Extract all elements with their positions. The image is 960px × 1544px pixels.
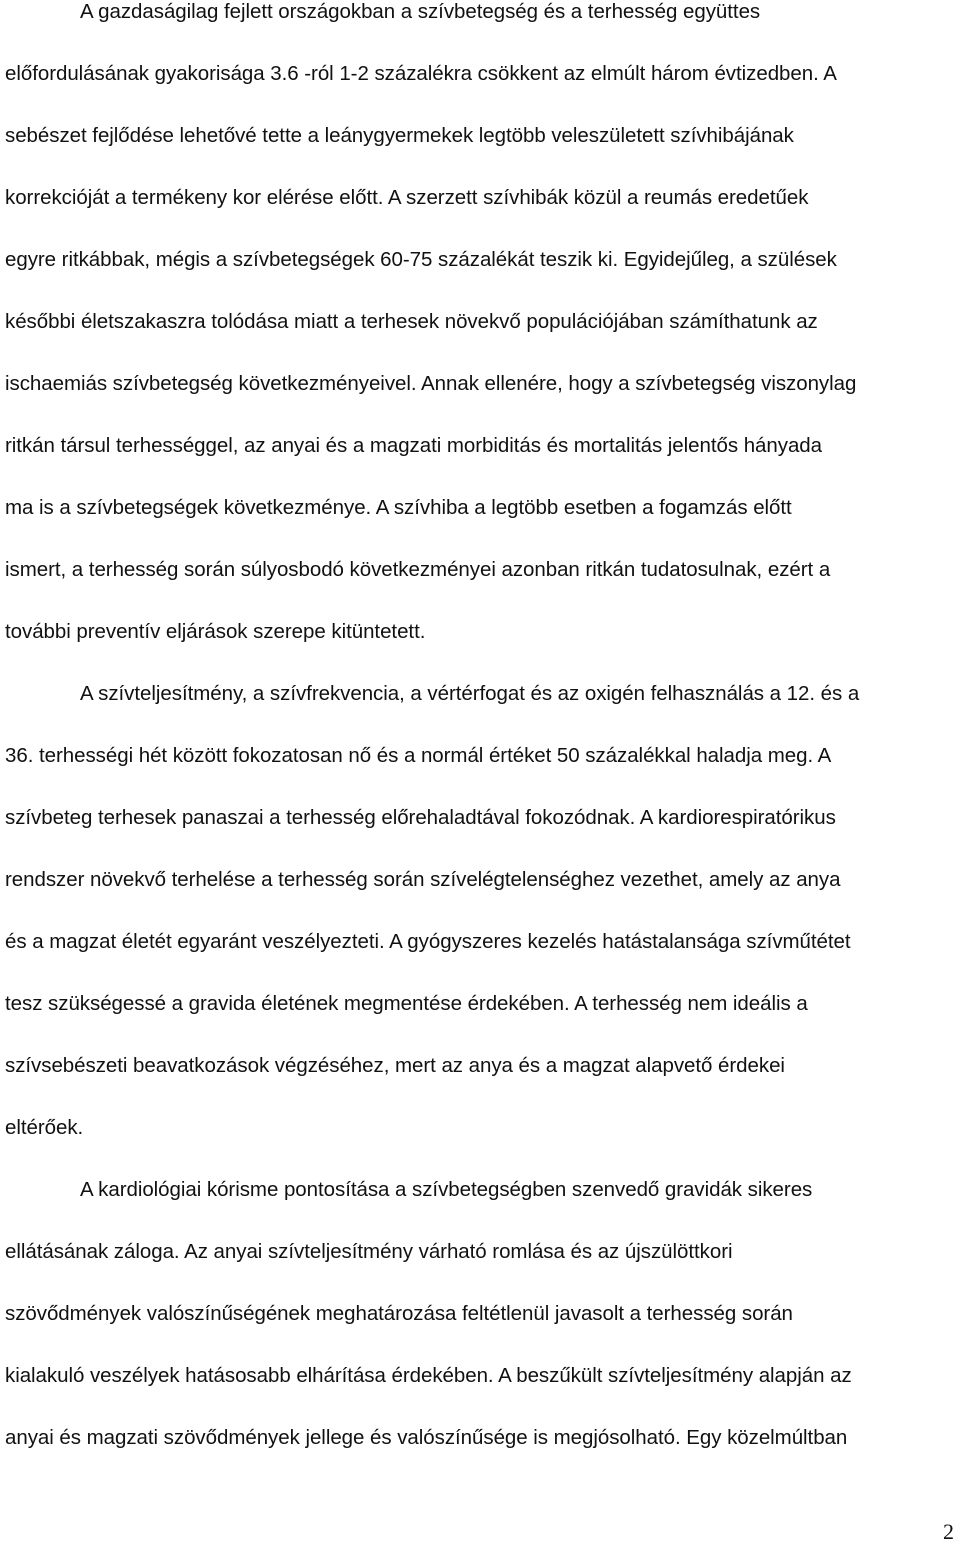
- text-line: 36. terhességi hét között fokozatosan nő és a normál értéket 50 százalékkal haladja meg. A: [5, 744, 832, 767]
- text-line: rendszer növekvő terhelése a terhesség során szívelégtelenséghez vezethet, amely az anya: [5, 868, 841, 891]
- text-line: további preventív eljárások szerepe kitüntetett.: [5, 620, 426, 643]
- text-line: anyai és magzati szövődmények jellege és valószínűsége is megjósolható. Egy közelmúltban: [5, 1426, 848, 1449]
- text-line: szívsebészeti beavatkozások végzéséhez, mert az anya és a magzat alapvető érdekei: [5, 1054, 785, 1077]
- text-line: sebészet fejlődése lehetővé tette a leánygyermekek legtöbb veleszületett szívhibájának: [5, 124, 794, 147]
- text-line: ellátásának záloga. Az anyai szívteljesítmény várható romlása és az újszülöttkori: [5, 1240, 733, 1263]
- page-number: 2: [943, 1519, 954, 1544]
- text-line: kialakuló veszélyek hatásosabb elhárítása érdekében. A beszűkült szívteljesítmény alapján az: [5, 1364, 852, 1387]
- text-line: előfordulásának gyakorisága 3.6 -ról 1-2 százalékra csökkent az elmúlt három évtizedben. A: [5, 62, 837, 85]
- text-line: eltérőek.: [5, 1116, 84, 1139]
- text-line: ma is a szívbetegségek következménye. A szívhiba a legtöbb esetben a fogamzás előtt: [5, 496, 792, 519]
- text-line: későbbi életszakaszra tolódása miatt a terhesek növekvő populációjában számíthatunk az: [5, 310, 818, 333]
- text-line: korrekcióját a termékeny kor elérése előtt. A szerzett szívhibák közül a reumás eredetűek: [5, 186, 809, 209]
- text-line: szívbeteg terhesek panaszai a terhesség előrehaladtával fokozódnak. A kardiorespiratórikus: [5, 806, 836, 829]
- text-line: A gazdaságilag fejlett országokban a szívbetegség és a terhesség együttes: [80, 0, 761, 23]
- text-line: egyre ritkábbak, mégis a szívbetegségek 60-75 százalékát teszik ki. Egyidejűleg, a szülések: [5, 248, 837, 271]
- text-line: szövődmények valószínűségének meghatározása feltétlenül javasolt a terhesség során: [5, 1302, 793, 1325]
- text-line: ritkán társul terhességgel, az anyai és a magzati morbiditás és mortalitás jelentős hányada: [5, 434, 823, 457]
- text-line: ischaemiás szívbetegség következményeivel. Annak ellenére, hogy a szívbetegség viszonylag: [5, 372, 857, 395]
- text-line: ismert, a terhesség során súlyosbodó következményei azonban ritkán tudatosulnak, ezért a: [5, 558, 831, 581]
- text-line: A kardiológiai kórisme pontosítása a szívbetegségben szenvedő gravidák sikeres: [80, 1178, 813, 1201]
- text-line: tesz szükségessé a gravida életének megmentése érdekében. A terhesség nem ideális a: [5, 992, 808, 1015]
- text-line: és a magzat életét egyaránt veszélyezteti. A gyógyszeres kezelés hatástalansága szívműtétet: [5, 930, 851, 953]
- text-line: A szívteljesítmény, a szívfrekvencia, a vértérfogat és az oxigén felhasználás a 12. és a: [80, 682, 860, 705]
